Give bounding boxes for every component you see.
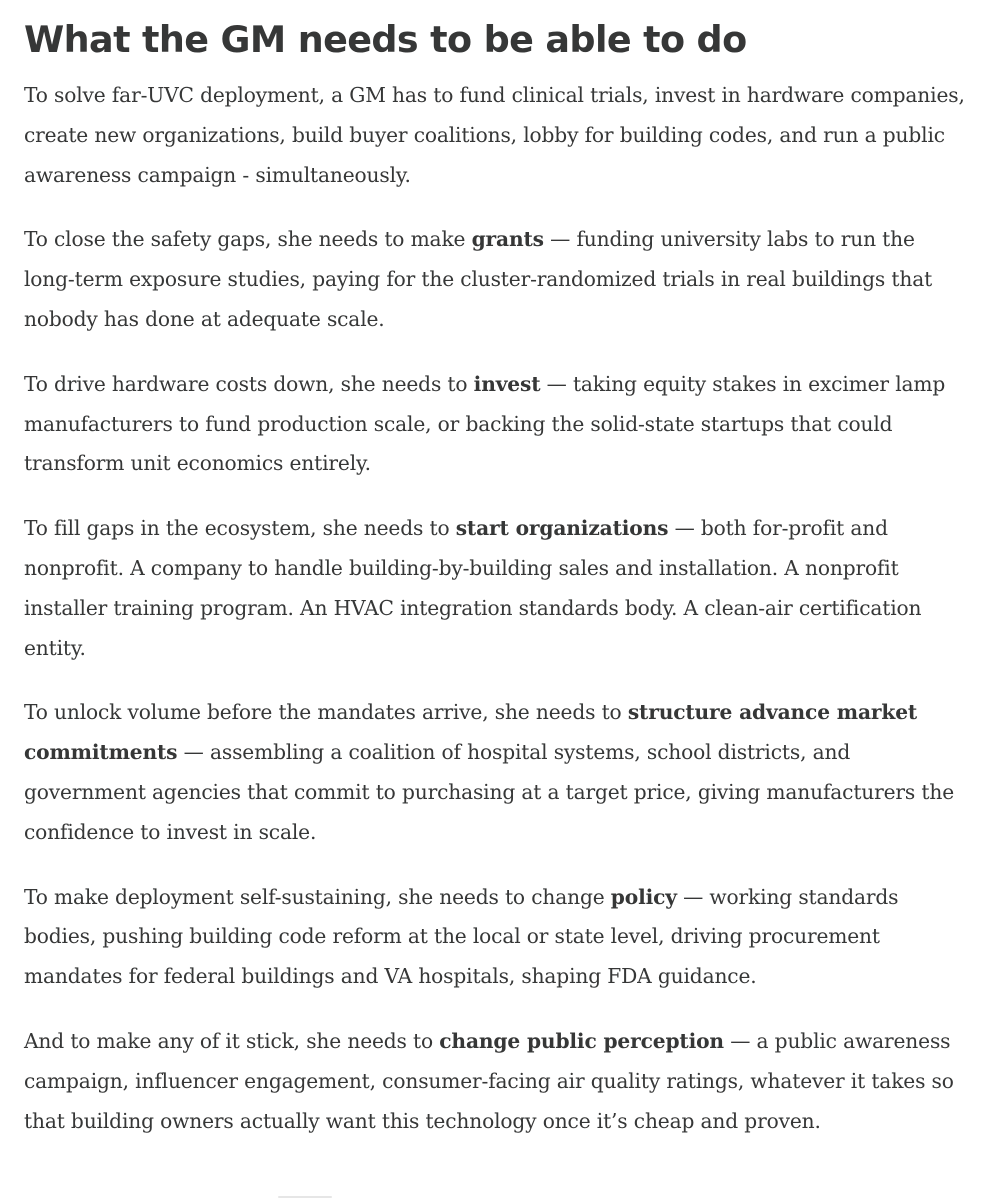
paragraph-organizations <box>24 509 969 668</box>
paragraph-text: — taking equity stakes in excimer lamp manufacturers to fund production scale, or backing the solid-state startups that could transform unit economics entirely. <box>24 371 946 476</box>
paragraph-intro <box>24 76 969 195</box>
paragraph-perception <box>24 1022 969 1141</box>
paragraph-emphasis: grants <box>471 227 544 252</box>
paragraph-text: To solve far-UVC deployment, a GM has to fund clinical trials, invest in hardware companies, create new organizations, build buyer coalitions, lobby for building codes, and run a public awareness campaign - simultaneously. <box>24 83 965 187</box>
paragraph-text: To close the safety gaps, she needs to make <box>24 227 472 252</box>
paragraph-text: To drive hardware costs down, she needs to <box>24 371 474 396</box>
article-body <box>24 14 969 1166</box>
paragraph-text: And to make any of it stick, she needs to <box>24 1028 440 1053</box>
paragraph-emphasis: start organizations <box>455 516 669 541</box>
paragraph-text: — a public awareness campaign, influencer engagement, consumer-facing air quality ratings, whatever it takes so that building owners actually want this technology once it’s cheap and proven. <box>24 1028 954 1133</box>
paragraph-emphasis: invest <box>473 371 541 396</box>
paragraph-text: To make deployment self-sustaining, she needs to change <box>24 884 611 909</box>
paragraph-text: To unlock volume before the mandates arrive, she needs to <box>24 700 628 725</box>
paragraph-text: To fill gaps in the ecosystem, she needs to <box>24 516 456 541</box>
paragraph-commitments <box>24 693 969 852</box>
divider <box>278 1196 332 1198</box>
paragraph-emphasis: structure advance market commitments <box>24 700 918 765</box>
paragraph-text: — both for-profit and nonprofit. A company to handle building-by-building sales and installation. A nonprofit installer training program. An HVAC integration standards body. A clean-air certification entity. <box>24 516 922 660</box>
paragraph-text: — working standards bodies, pushing building code reform at the local or state level, driving procurement mandates for federal buildings and VA hospitals, shaping FDA guidance. <box>24 884 899 989</box>
paragraph-emphasis: policy <box>610 884 677 909</box>
paragraph-text: — funding university labs to run the long-term exposure studies, paying for the cluster-randomized trials in real buildings that nobody has done at adequate scale. <box>24 227 933 331</box>
paragraph-grants <box>24 220 969 339</box>
paragraph-invest <box>24 365 969 484</box>
section-heading: What the GM needs to be able to do <box>24 18 747 61</box>
paragraph-emphasis: change public perception <box>439 1028 724 1053</box>
paragraph-policy <box>24 878 969 997</box>
paragraph-text: — assembling a coalition of hospital systems, school districts, and government agencies that commit to purchasing at a target price, giving manufacturers the confidence to invest in scale. <box>24 740 955 844</box>
